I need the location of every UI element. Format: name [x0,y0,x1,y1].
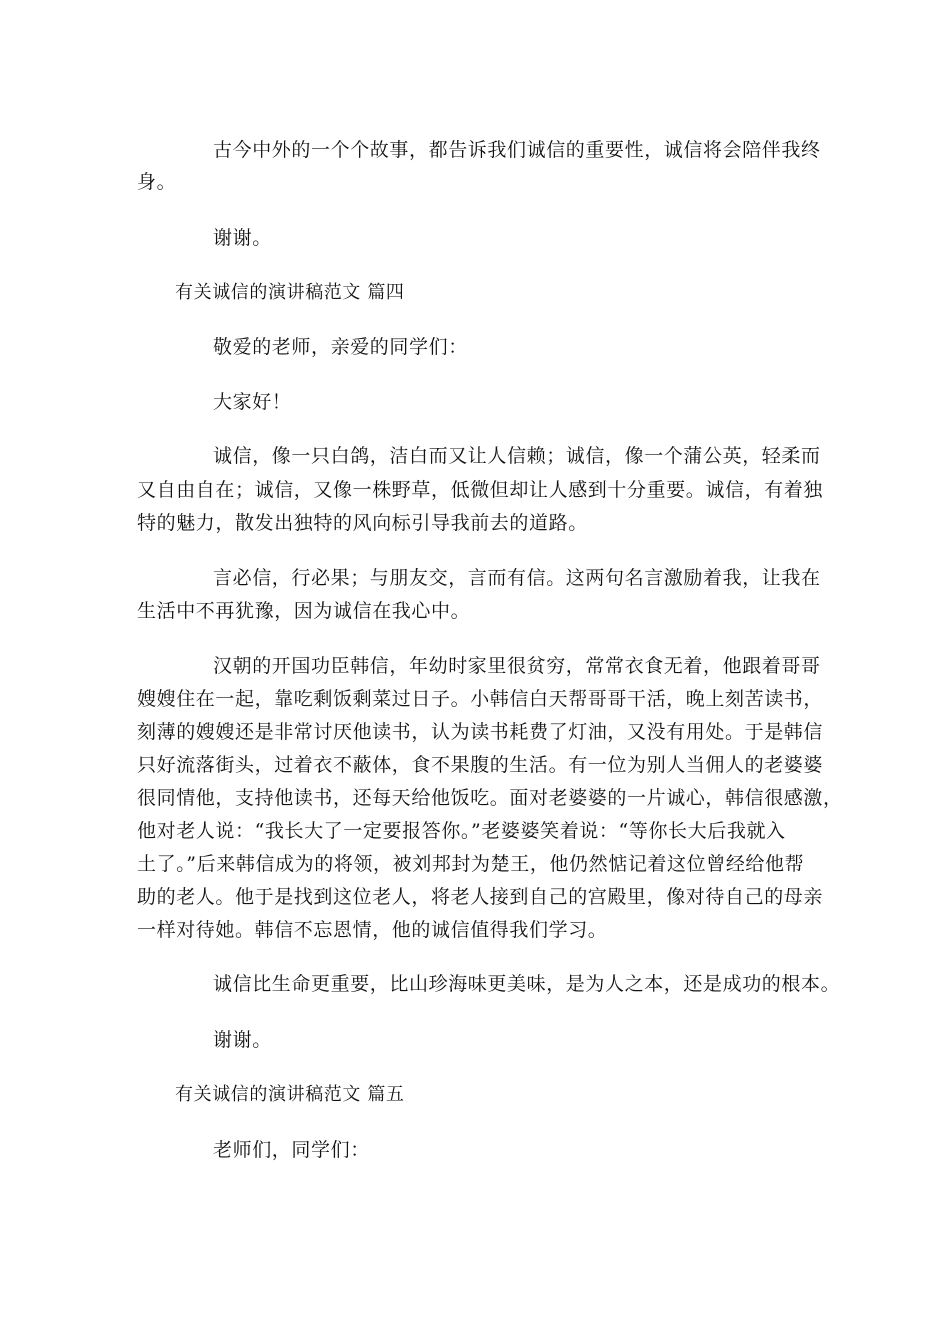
paragraph-metaphor-line-2: 又自由自在；诚信，又像一株野草，低微但却让人感到十分重要。诚信，有着独 [137,479,824,501]
paragraph-story-line-3: 刻薄的嫂嫂还是非常讨厌他读书，认为读书耗费了灯油，又没有用处。于是韩信 [137,721,824,743]
paragraph-story-line-9: 一样对待她。韩信不忘恩情，他的诚信值得我们学习。 [137,919,608,941]
paragraph-story-line-6: 他对老人说：“我长大了一定要报答你。”老婆婆笑着说：“等你长大后我就入 [137,820,786,842]
paragraph-summary: 诚信比生命更重要，比山珍海味更美味，是为人之本，还是成功的根本。 [213,973,841,995]
paragraph-story-line-7: 土了。”后来韩信成为的将领，被刘邦封为楚王，他仍然惦记着这位曾经给他帮 [137,853,805,875]
paragraph-metaphor-line-1: 诚信，像一只白鸽，洁白而又让人信赖；诚信，像一个蒲公英，轻柔而 [213,445,821,467]
paragraph-story-line-5: 很同情他，支持他读书，还每天给他饭吃。面对老婆婆的一片诚心，韩信很感激， [137,787,843,809]
paragraph-metaphor-line-3: 特的魅力，散发出独特的风向标引导我前去的道路。 [137,512,588,534]
paragraph-story-line-4: 只好流落街头，过着衣不蔽体，食不果腹的生活。有一位为别人当佣人的老婆婆 [137,754,824,776]
section-heading-5: 有关诚信的演讲稿范文 篇五 [175,1084,405,1105]
paragraph-story-line-8: 助的老人。他于是找到这位老人，将老人接到自己的宫殿里，像对待自己的母亲 [137,886,824,908]
paragraph-proverb-line-2: 生活中不再犹豫，因为诚信在我心中。 [137,600,471,622]
paragraph-story-line-2: 嫂嫂住在一起，靠吃剩饭剩菜过日子。小韩信白天帮哥哥干活，晚上刻苦读书， [137,688,824,710]
salutation-2: 老师们，同学们： [213,1139,370,1161]
paragraph-conclusion-line-2: 身。 [137,171,177,193]
greeting-1: 大家好！ [213,391,292,413]
thanks-text-2: 谢谢。 [213,1029,272,1051]
section-heading-4: 有关诚信的演讲稿范文 篇四 [175,282,405,303]
paragraph-conclusion-line-1: 古今中外的一个个故事，都告诉我们诚信的重要性，诚信将会陪伴我终 [213,139,821,161]
paragraph-story-line-1: 汉朝的开国功臣韩信，年幼时家里很贫穷，常常衣食无着，他跟着哥哥 [213,655,821,677]
salutation-1: 敬爱的老师，亲爱的同学们： [213,336,468,358]
paragraph-proverb-line-1: 言必信，行必果；与朋友交，言而有信。这两句名言激励着我，让我在 [213,567,821,589]
thanks-text-1: 谢谢。 [213,227,272,249]
